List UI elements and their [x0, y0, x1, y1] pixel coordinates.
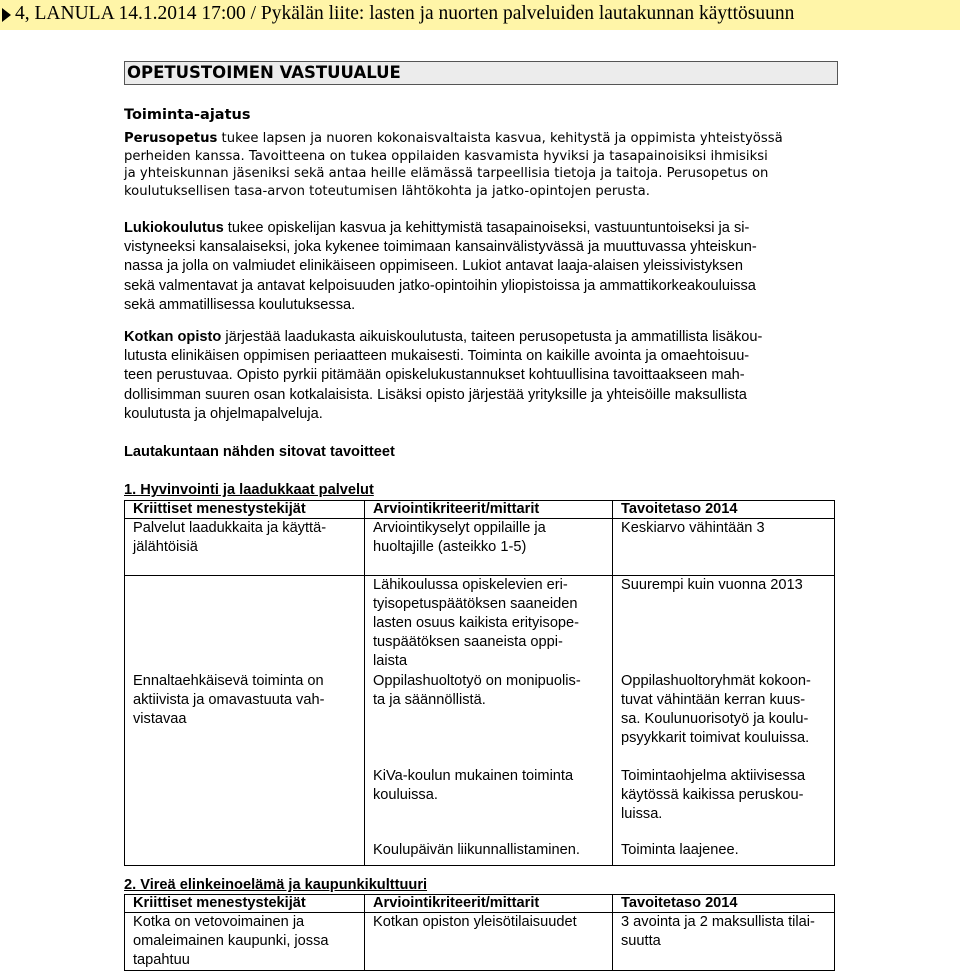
- paragraph-line: koulutuksellisen tasa-arvon toteutumisen lähtökohta ja jatko-opintojen perusta.: [124, 183, 650, 199]
- table-row: [125, 576, 835, 673]
- table-cell: [365, 913, 613, 971]
- paragraph-perusopetus: [124, 130, 846, 200]
- paragraph-line: koulutusta ja ohjelmapalveluja.: [124, 405, 323, 422]
- table-cell: [125, 767, 365, 841]
- column-header-success-factors: Kriittiset menestystekijät: [125, 895, 365, 913]
- paragraph-line: lutusta elinikäisen oppimisen periaatteen mukaisesti. Toiminta on kaikille avointa ja omaehtoisuu-: [124, 348, 750, 365]
- table-cell: [365, 841, 613, 866]
- triangle-marker-icon: [2, 8, 11, 22]
- paragraph-line: sekä valmentavat ja antavat kelpoisuuden jatko-opintoihin yliopistoissa ja ammattikorkeakouluissa: [124, 277, 756, 294]
- cell-text-line: huoltajille (asteikko 1-5): [373, 539, 527, 555]
- table-cell: [613, 519, 835, 576]
- cell-text-line: Palvelut laadukkaita ja käyttä-: [133, 520, 327, 536]
- cell-text-line: psyykkarit toimivat kouluissa.: [621, 730, 810, 746]
- cell-text-line: Koulupäivän liikunnallistaminen.: [373, 842, 580, 858]
- cell-text-line: Lähikoulussa opiskelevien eri-: [373, 577, 568, 593]
- column-header-criteria: Arviointikriteerit/mittarit: [365, 501, 613, 519]
- cell-text-line: Suurempi kuin vuonna 2013: [621, 577, 803, 593]
- cell-text-line: käytössä kaikissa peruskou-: [621, 787, 804, 803]
- table-cell: [125, 672, 365, 767]
- cell-text-line: sa. Koulunuorisotyö ja koulu-: [621, 711, 809, 727]
- table-cell: [125, 576, 365, 673]
- cell-text-line: lasten osuus kaikista erityisope-: [373, 615, 580, 631]
- cell-text-line: Oppilashuoltotyö on monipuolis-: [373, 673, 581, 689]
- table-cell: [613, 672, 835, 767]
- paragraph-line: perheiden kanssa. Tavoitteena on tukea oppilaiden kasvamista hyviksi ja tasapainoisiksi ihmisiksi: [124, 148, 768, 164]
- table-cell: [365, 672, 613, 767]
- cell-text-line: Keskiarvo vähintään 3: [621, 520, 765, 536]
- goal-1-table: [124, 500, 835, 866]
- cell-text-line: Kotkan opiston yleisötilaisuudet: [373, 914, 577, 930]
- paragraph-line: dollisimman suuren osan kotkalaisista. Lisäksi opisto järjestää yrityksille ja yhteisöille maksullista: [124, 386, 747, 403]
- goal-2-table: [124, 894, 835, 971]
- table-row: [125, 767, 835, 841]
- goals-heading: Lautakuntaan nähden sitovat tavoitteet: [124, 444, 395, 460]
- cell-text-line: suutta: [621, 933, 661, 949]
- paragraph-line: tukee lapsen ja nuoren kokonaisvaltaista kasvua, kehitystä ja oppimista yhteistyössä: [217, 131, 783, 146]
- document-header-title: 4, LANULA 14.1.2014 17:00 / Pykälän liite: lasten ja nuorten palveluiden lautakunnan käyttösuunn: [15, 3, 795, 24]
- column-header-target-level: Tavoitetaso 2014: [613, 501, 835, 519]
- cell-text-line: Oppilashuoltoryhmät kokoon-: [621, 673, 811, 689]
- cell-text-line: Arviointikyselyt oppilaille ja: [373, 520, 546, 536]
- table-header-row: [125, 895, 835, 913]
- table-cell: [613, 767, 835, 841]
- table-cell: [365, 767, 613, 841]
- table-row: [125, 519, 835, 576]
- goal-2-title: 2. Vireä elinkeinoelämä ja kaupunkikulttuuri: [124, 877, 428, 893]
- paragraph-lead: Lukiokoulutus: [124, 220, 224, 236]
- table-cell: [365, 519, 613, 576]
- paragraph-line: järjestää laadukasta aikuiskoulutusta, taiteen perusopetusta ja ammatillista lisäkou-: [221, 329, 763, 345]
- paragraph-line: sekä ammatillisessa koulutuksessa.: [124, 296, 356, 313]
- paragraph-lead: Perusopetus: [124, 131, 218, 146]
- cell-text-line: tuspäätöksen saaneista oppi-: [373, 634, 563, 650]
- paragraph-kotkan-opisto: [124, 328, 846, 424]
- cell-text-line: tapahtuu: [133, 952, 190, 968]
- cell-text-line: 3 avointa ja 2 maksullista tilai-: [621, 914, 815, 930]
- table-cell: [125, 519, 365, 576]
- table-row: [125, 672, 835, 767]
- table-cell: [125, 841, 365, 866]
- column-header-success-factors: Kriittiset menestystekijät: [125, 501, 365, 519]
- cell-text-line: aktiivista ja omavastuuta vah-: [133, 692, 325, 708]
- cell-text-line: kouluissa.: [373, 787, 438, 803]
- paragraph-line: nassa ja jolla on valmiudet elinikäiseen oppimiseen. Lukiot antavat laaja-alaisen yleissivistyksen: [124, 258, 743, 275]
- subheading-toiminta-ajatus: Toiminta-ajatus: [124, 107, 251, 123]
- cell-text-line: KiVa-koulun mukainen toiminta: [373, 768, 574, 784]
- table-header-row: [125, 501, 835, 519]
- cell-text-line: Toiminta laajenee.: [621, 842, 739, 858]
- table-cell: [125, 913, 365, 971]
- cell-text-line: vistavaa: [133, 711, 187, 727]
- paragraph-line: ja yhteiskunnan jäseniksi sekä antaa heille elämässä tarpeellisia tietoja ja taitoja. Perusopetus on: [124, 166, 769, 182]
- cell-text-line: luissa.: [621, 806, 663, 822]
- paragraph-lukiokoulutus: [124, 219, 846, 315]
- table-cell: [613, 913, 835, 971]
- paragraph-line: tukee opiskelijan kasvua ja kehittymistä tasapainoiseksi, vastuuntuntoiseksi ja si-: [223, 220, 750, 236]
- cell-text-line: laista: [373, 653, 408, 669]
- cell-text-line: Kotka on vetovoimainen ja: [133, 914, 305, 930]
- paragraph-line: teen perustuvaa. Opisto pyrkii pitämään opiskelukustannukset kohtuullisina tavoittaakseen mah-: [124, 367, 745, 384]
- document-header-bar: [0, 0, 960, 30]
- column-header-target-level: Tavoitetaso 2014: [613, 895, 835, 913]
- table-row: [125, 913, 835, 971]
- paragraph-line: vistyneeksi kansalaiseksi, joka kykenee toimimaan kansainvälistyvässä ja muuttuvassa yhteiskun-: [124, 239, 757, 256]
- table-cell: [613, 841, 835, 866]
- cell-text-line: jälähtöisiä: [133, 539, 198, 555]
- cell-text-line: ta ja säännöllistä.: [373, 692, 486, 708]
- cell-text-line: tuvat vähintään kerran kuus-: [621, 692, 806, 708]
- paragraph-lead: Kotkan opisto: [124, 329, 222, 345]
- table-row: [125, 841, 835, 866]
- cell-text-line: Toimintaohjelma aktiivisessa: [621, 768, 806, 784]
- cell-text-line: omaleimainen kaupunki, jossa: [133, 933, 329, 949]
- table-cell: [365, 576, 613, 673]
- column-header-criteria: Arviointikriteerit/mittarit: [365, 895, 613, 913]
- table-cell: [613, 576, 835, 673]
- cell-text-line: tyisopetuspäätöksen saaneiden: [373, 596, 578, 612]
- goal-1-title: 1. Hyvinvointi ja laadukkaat palvelut: [124, 482, 374, 498]
- cell-text-line: Ennaltaehkäisevä toiminta on: [133, 673, 324, 689]
- section-title: OPETUSTOIMEN VASTUUALUE: [124, 61, 838, 85]
